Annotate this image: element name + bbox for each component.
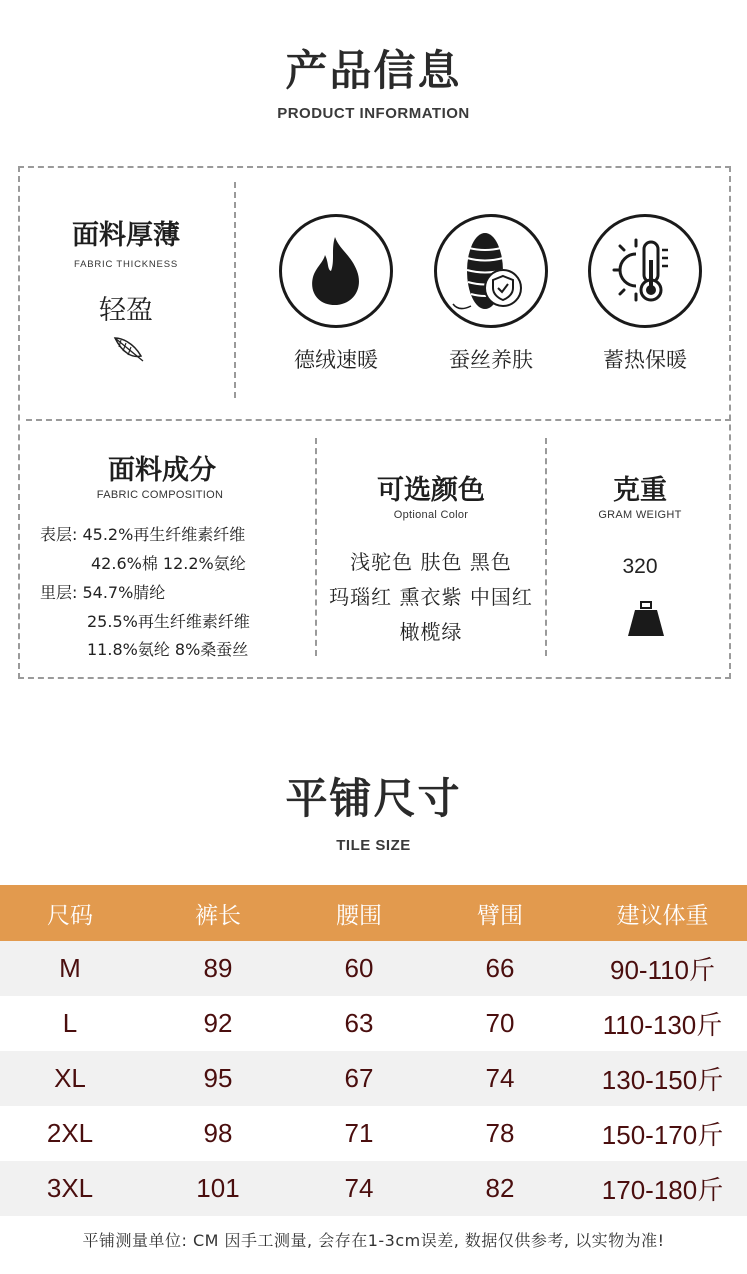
- table-cell: 101: [196, 1173, 240, 1203]
- colors-line: 玛瑙红 熏衣紫 中国红: [329, 585, 533, 609]
- weight-value: 320: [622, 555, 658, 578]
- column-header: 腰围: [336, 902, 382, 929]
- product-info-subtitle: PRODUCT INFORMATION: [277, 105, 470, 122]
- table-row: [0, 941, 747, 996]
- table-cell: 150-170斤: [601, 1120, 724, 1150]
- colors-line: 橄榄绿: [399, 620, 463, 644]
- colors-line: 浅驼色 肤色 黑色: [350, 550, 512, 574]
- table-cell: 110-130斤: [602, 1010, 723, 1040]
- table-cell: 71: [344, 1118, 374, 1148]
- sun-thermometer-icon: [588, 214, 702, 328]
- colors-title: 可选颜色: [377, 475, 485, 506]
- colors-subtitle: Optional Color: [393, 509, 469, 521]
- weight-icon: [627, 601, 665, 637]
- thickness-value: 轻盈: [99, 295, 153, 326]
- table-cell: 130-150斤: [601, 1065, 724, 1095]
- divider: [315, 438, 317, 656]
- composition-title: 面料成分: [108, 455, 216, 486]
- divider: [234, 182, 236, 398]
- table-cell: 2XL: [46, 1118, 94, 1148]
- tile-size-title: 平铺尺寸: [285, 774, 462, 823]
- flame-icon: [279, 214, 393, 328]
- composition-line: 25.5%再生纤维素纤维: [87, 612, 250, 631]
- composition-line: 42.6%棉 12.2%氨纶: [91, 554, 246, 573]
- table-cell: 90-110斤: [609, 955, 716, 985]
- table-cell: 170-180斤: [601, 1175, 724, 1205]
- table-cell: 3XL: [46, 1173, 94, 1203]
- feature-label: 德绒速暖: [294, 348, 378, 372]
- table-cell: 92: [203, 1008, 233, 1038]
- table-cell: 95: [203, 1063, 233, 1093]
- table-cell: 98: [203, 1118, 233, 1148]
- thickness-subtitle: FABRIC THICKNESS: [74, 259, 178, 270]
- measurement-note: 平铺测量单位: CM 因手工测量, 会存在1-3cm误差, 数据仅供参考, 以实物为准!: [82, 1231, 665, 1250]
- table-cell: 89: [203, 953, 233, 983]
- table-cell: 82: [485, 1173, 515, 1203]
- table-row: [0, 1106, 747, 1161]
- divider: [26, 419, 731, 421]
- size-table-header: [0, 885, 747, 941]
- table-row: [0, 1051, 747, 1106]
- table-cell: XL: [54, 1063, 86, 1093]
- table-cell: 70: [485, 1008, 515, 1038]
- feather-icon: [111, 334, 147, 364]
- table-cell: 78: [485, 1118, 515, 1148]
- thickness-title: 面料厚薄: [72, 220, 180, 251]
- table-cell: 67: [344, 1063, 374, 1093]
- weight-subtitle: GRAM WEIGHT: [598, 509, 682, 521]
- divider: [545, 438, 547, 656]
- column-header: 尺码: [47, 902, 93, 929]
- composition-line: 表层: 45.2%再生纤维素纤维: [40, 525, 246, 544]
- feature-label: 蓄热保暖: [603, 348, 687, 372]
- composition-line: 11.8%氨纶 8%桑蚕丝: [87, 640, 249, 659]
- table-cell: 60: [344, 953, 374, 983]
- table-row: [0, 1161, 747, 1216]
- composition-subtitle: FABRIC COMPOSITION: [96, 489, 224, 501]
- table-cell: 74: [344, 1173, 374, 1203]
- table-cell: L: [62, 1008, 78, 1038]
- table-cell: 74: [485, 1063, 515, 1093]
- weight-title: 克重: [613, 475, 667, 506]
- silk-cocoon-shield-icon: [434, 214, 548, 328]
- table-cell: 63: [344, 1008, 374, 1038]
- table-cell: M: [59, 953, 81, 983]
- composition-line: 里层: 54.7%腈纶: [40, 583, 166, 602]
- column-header: 建议体重: [616, 902, 709, 929]
- feature-label: 蚕丝养肤: [449, 348, 533, 372]
- column-header: 臂围: [477, 902, 523, 929]
- column-header: 裤长: [195, 902, 241, 929]
- product-info-title: 产品信息: [285, 46, 462, 95]
- tile-size-subtitle: TILE SIZE: [336, 837, 411, 854]
- table-cell: 66: [485, 953, 515, 983]
- table-row: [0, 996, 747, 1051]
